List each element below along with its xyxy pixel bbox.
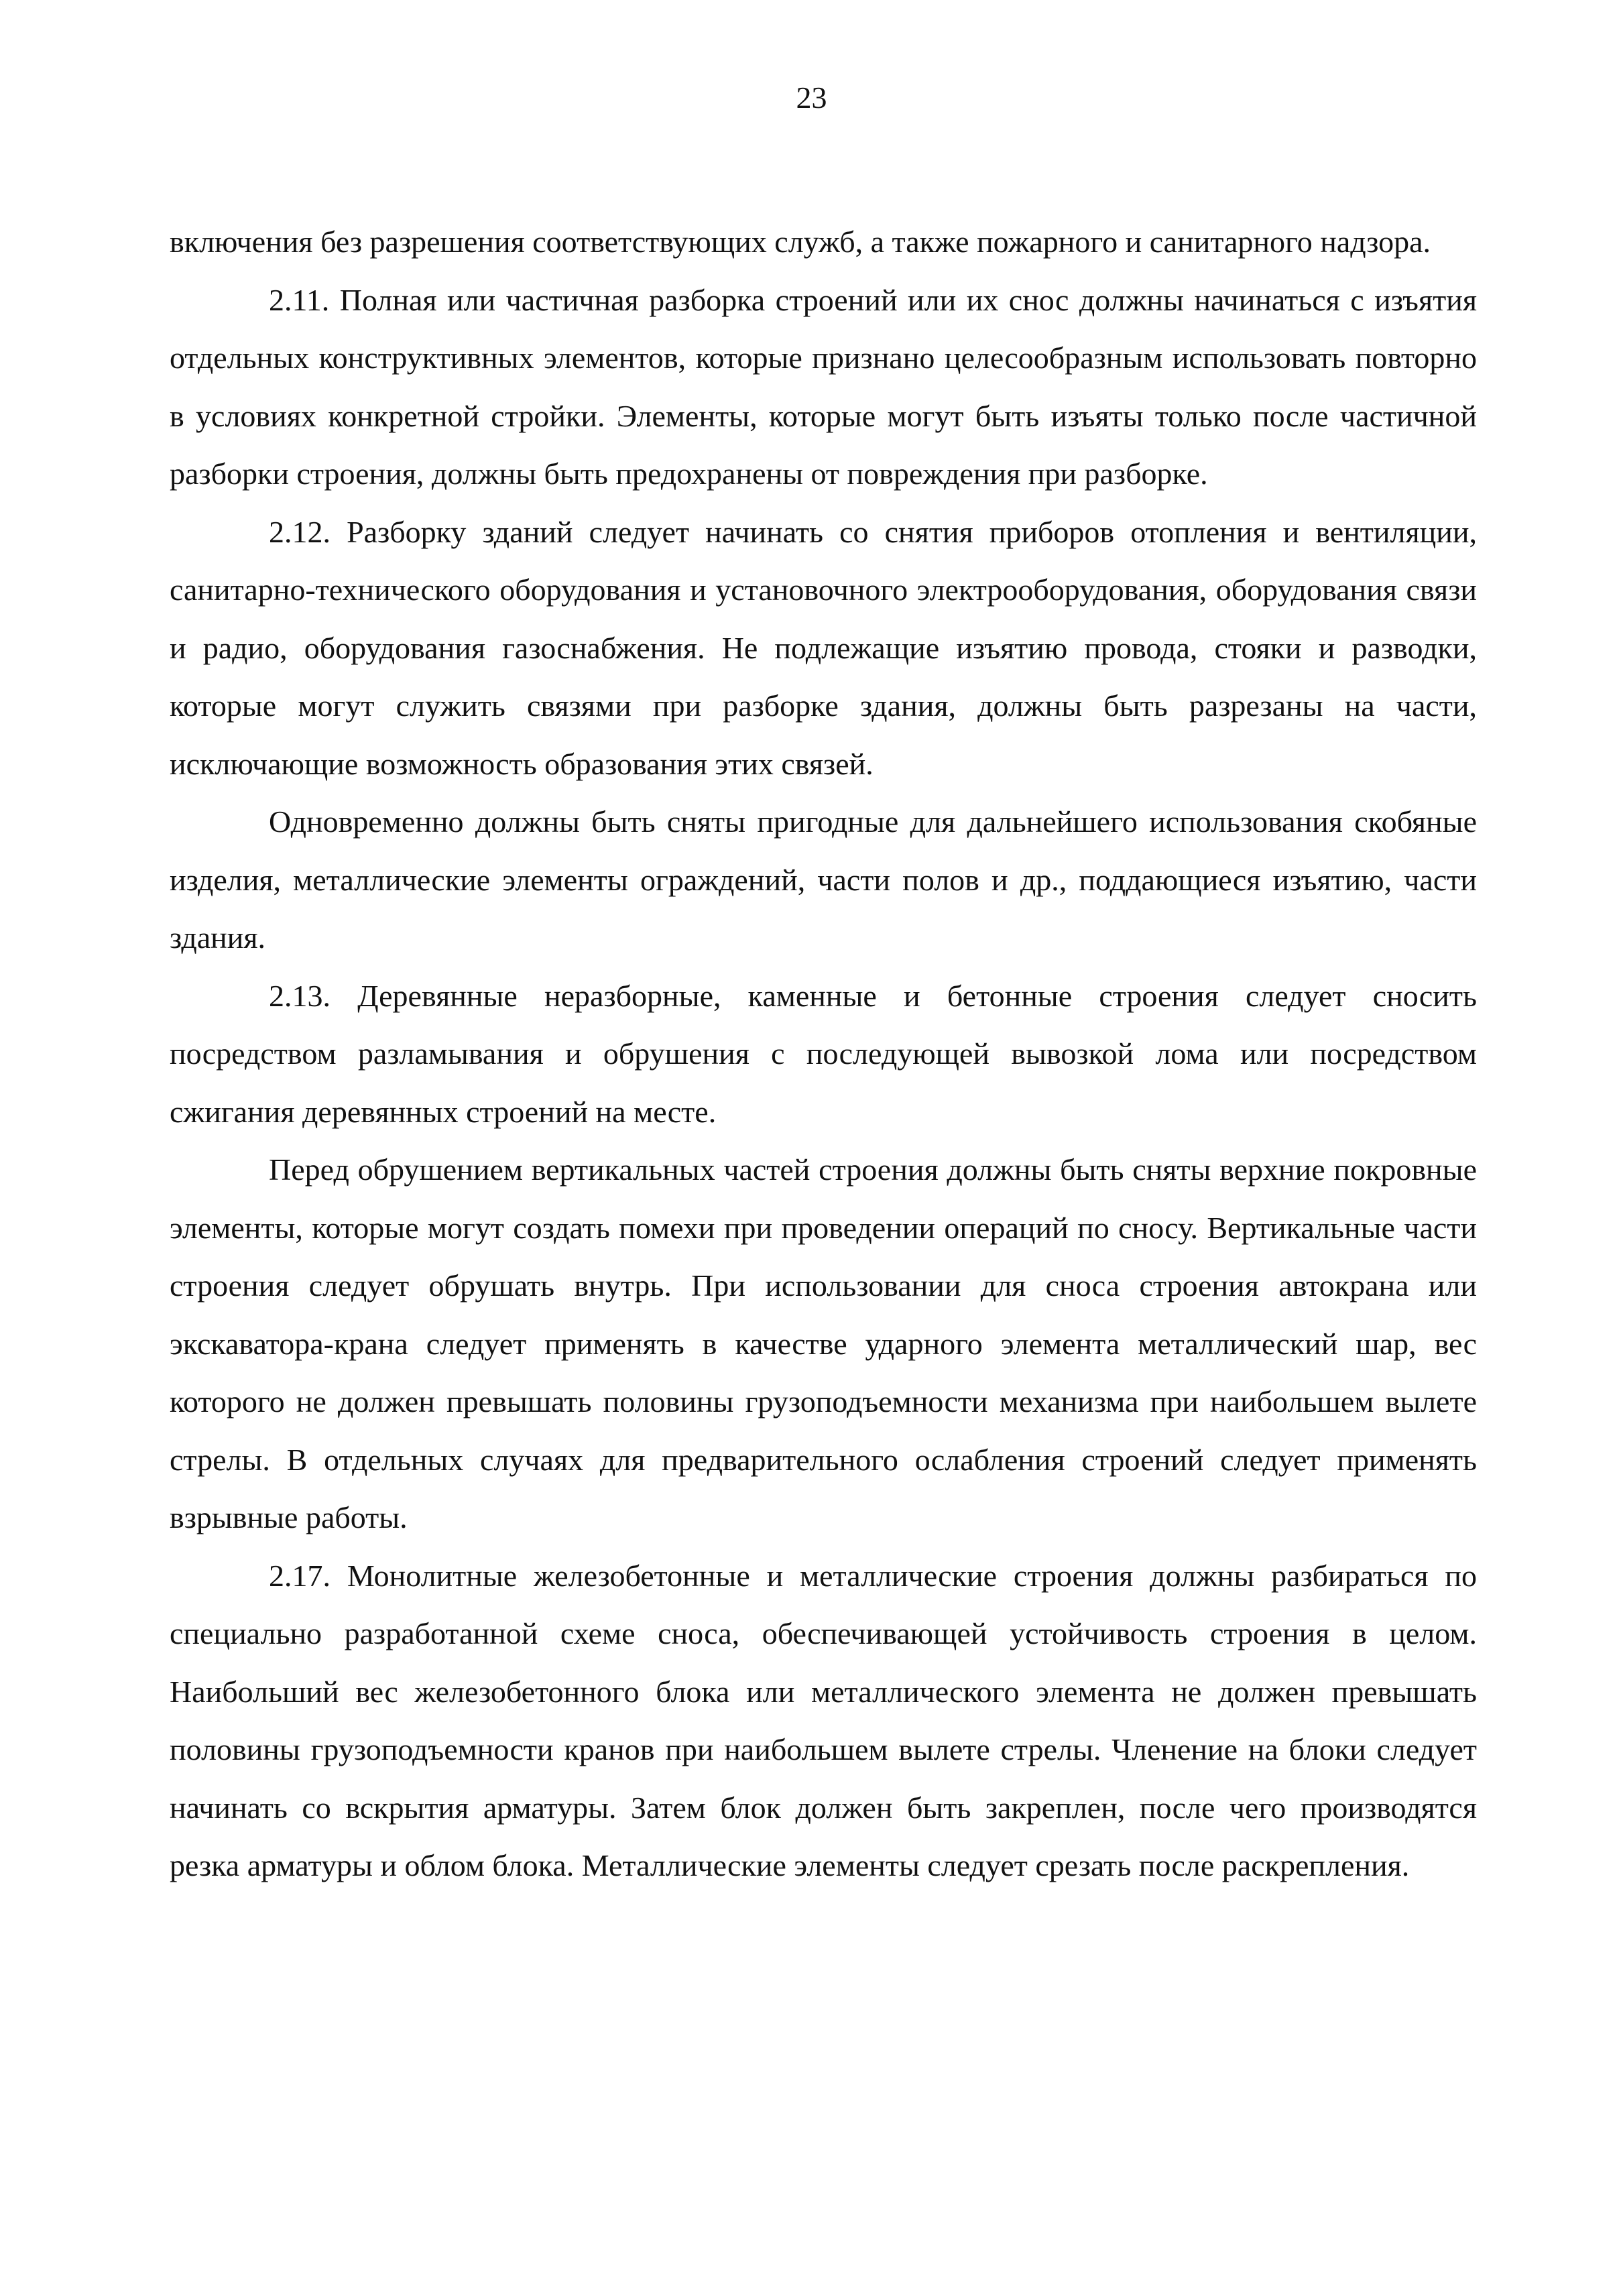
- paragraph-2-11: 2.11. Полная или частичная разборка строений или их снос должны начинаться с изъятия отдельных конструктивных элементов, которые признано целесообразным использовать повторно в условиях конкретной стройки. Элементы, которые могут быть изъяты только после частичной разборки строения, должны быть предохранены от повреждения при разборке.: [170, 282, 1477, 491]
- paragraph-2-17: 2.17. Монолитные железобетонные и металлические строения должны разбираться по специально разработанной схеме сноса, обеспечивающей устойчивость строения в целом. Наибольший вес железобетонного блока или металлического элемента не должен превышать половины грузоподъемности кранов при наибольшем вылете стрелы. Членение на блоки следует начинать со вскрытия арматуры. Затем блок должен быть закреплен, после чего производятся резка арматуры и облом блока. Металлические элементы следует срезать после раскрепления.: [170, 1558, 1477, 1882]
- body-text: [170, 213, 1477, 1895]
- paragraph-2-13-continued: Перед обрушением вертикальных частей строения должны быть сняты верхние покровные элементы, которые могут создать помехи при проведении операций по сносу. Вертикальные части строения следует обрушать внутрь. При использовании для сноса строения автокрана или экскаватора-крана следует применять в качестве ударного элемента металлический шар, вес которого не должен превышать половины грузоподъемности механизма при наибольшем вылете стрелы. В отдельных случаях для предварительного ослабления строений следует применять взрывные работы.: [170, 1152, 1477, 1534]
- paragraph-continuation: включения без разрешения соответствующих служб, а также пожарного и санитарного надзора.: [170, 225, 1431, 259]
- paragraph-2-12-continued: Одновременно должны быть сняты пригодные для дальнейшего использования скобяные изделия, металлические элементы ограждений, части полов и др., поддающиеся изъятию, части здания.: [170, 804, 1477, 955]
- page-number: 23: [796, 80, 827, 115]
- paragraph-2-12: 2.12. Разборку зданий следует начинать со снятия приборов отопления и вентиляции, санитарно-технического оборудования и установочного электрооборудования, оборудования связи и радио, оборудования газоснабжения. Не подлежащие изъятию провода, стояки и разводки, которые могут служить связями при разборке здания, должны быть разрезаны на части, исключающие возможность образования этих связей.: [170, 514, 1477, 781]
- paragraph-2-13: 2.13. Деревянные неразборные, каменные и бетонные строения следует сносить посредством разламывания и обрушения с последующей вывозкой лома или посредством сжигания деревянных строений на месте.: [170, 978, 1477, 1129]
